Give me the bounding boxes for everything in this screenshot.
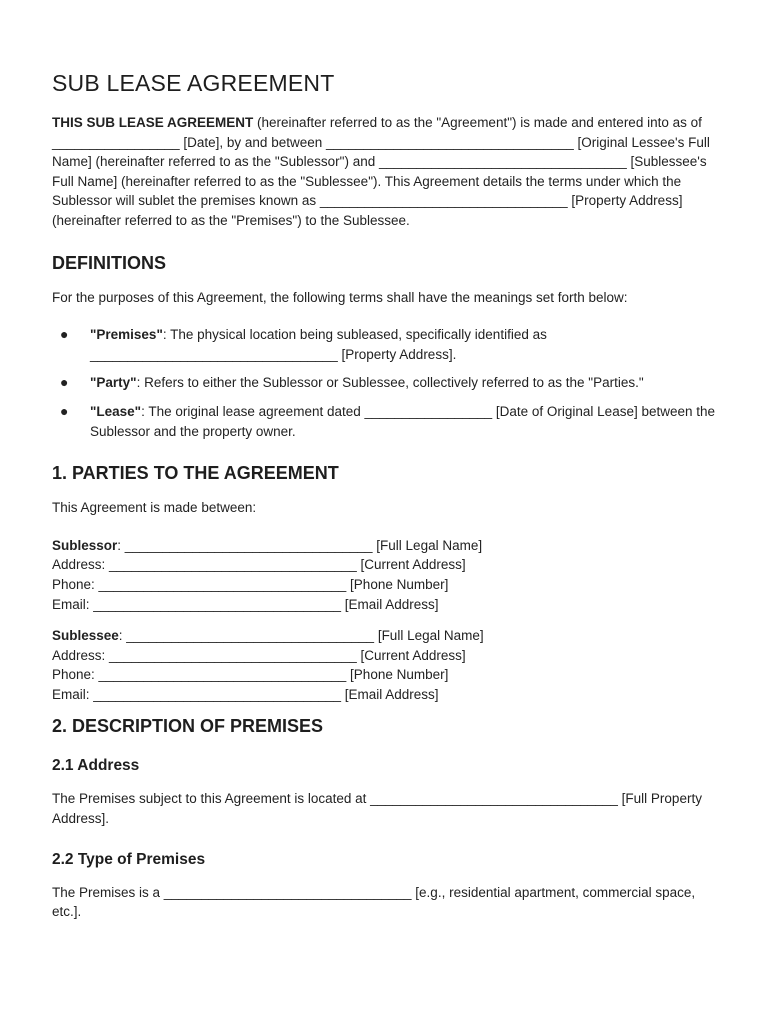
bullet-icon: ● (60, 402, 69, 419)
section1-heading: 1. PARTIES TO THE AGREEMENT (52, 463, 339, 484)
bullet-icon: ● (60, 326, 69, 343)
section2-1-text: The Premises subject to this Agreement is located at _________________________________ [Full Property Address]. (52, 791, 702, 827)
sublessor-email: Email: _________________________________ [Email Address] (52, 596, 439, 612)
bullet-icon: ● (60, 374, 69, 391)
sublessee-name: : _________________________________ [Full Legal Name] (118, 628, 484, 644)
definitions-heading: DEFINITIONS (52, 252, 167, 273)
sublessor-block (52, 536, 718, 614)
section2-heading: 2. DESCRIPTION OF PREMISES (52, 716, 324, 737)
sublessee-block (52, 626, 718, 704)
section2-2-heading: 2.2 Type of Premises (52, 850, 206, 868)
intro-lead: THIS SUB LEASE AGREEMENT (52, 115, 254, 130)
section2-1-heading: 2.1 Address (52, 757, 140, 775)
definitions-intro: For the purposes of this Agreement, the following terms shall have the meanings set forth below: (52, 289, 628, 305)
sublessee-address: Address: _________________________________ [Current Address] (52, 647, 466, 663)
definition-text: : Refers to either the Sublessor or Sublessee, collectively referred to as the "Parties." (136, 375, 644, 391)
definitions-list (52, 325, 718, 441)
intro-paragraph (52, 113, 718, 231)
intro-text: (hereinafter referred to as the "Agreement") is made and entered into as of _________________ [Date], by and between _________________________________ [Original Lessee's Full Name] (hereinafter referred to as the "Sublessor") and _________________________________ [Sublessee's Full Name] (hereinafter referred to as the "Sublessee"). This Agreement details the terms under which the Sublessor will sublet the premises known as _________________________________ [Property Address] (hereinafter referred to as the "Premises") to the Sublessee. (52, 115, 710, 228)
definition-term: "Premises" (90, 327, 163, 343)
sublessee-name-line (52, 626, 718, 646)
definition-term: "Lease" (90, 403, 142, 419)
definition-term: "Party" (90, 375, 137, 391)
definition-text: : The original lease agreement dated _________________ [Date of Original Lease] between the Sublessor and the property owner. (90, 403, 716, 439)
sublessee-phone: Phone: _________________________________ [Phone Number] (52, 667, 449, 683)
sublessor-label: Sublessor (52, 537, 118, 553)
sublessor-name: : _________________________________ [Full Legal Name] (117, 537, 483, 553)
definition-text: : The physical location being subleased, specifically identified as _________________________________ [Property Address]. (90, 327, 547, 362)
list-item (52, 402, 718, 441)
document-title: SUB LEASE AGREEMENT (52, 70, 335, 96)
sublessor-name-line (52, 536, 718, 556)
sublessee-label: Sublessee (52, 628, 119, 644)
sublessee-email: Email: _________________________________ [Email Address] (52, 686, 439, 702)
sublessor-phone: Phone: _________________________________ [Phone Number] (52, 576, 449, 592)
list-item (52, 373, 718, 393)
sublessor-address: Address: _________________________________ [Current Address] (52, 557, 466, 573)
section1-intro: This Agreement is made between: (52, 500, 257, 516)
section2-2-text: The Premises is a _________________________________ [e.g., residential apartment, commercial space, etc.]. (52, 884, 696, 920)
list-item (52, 325, 718, 364)
